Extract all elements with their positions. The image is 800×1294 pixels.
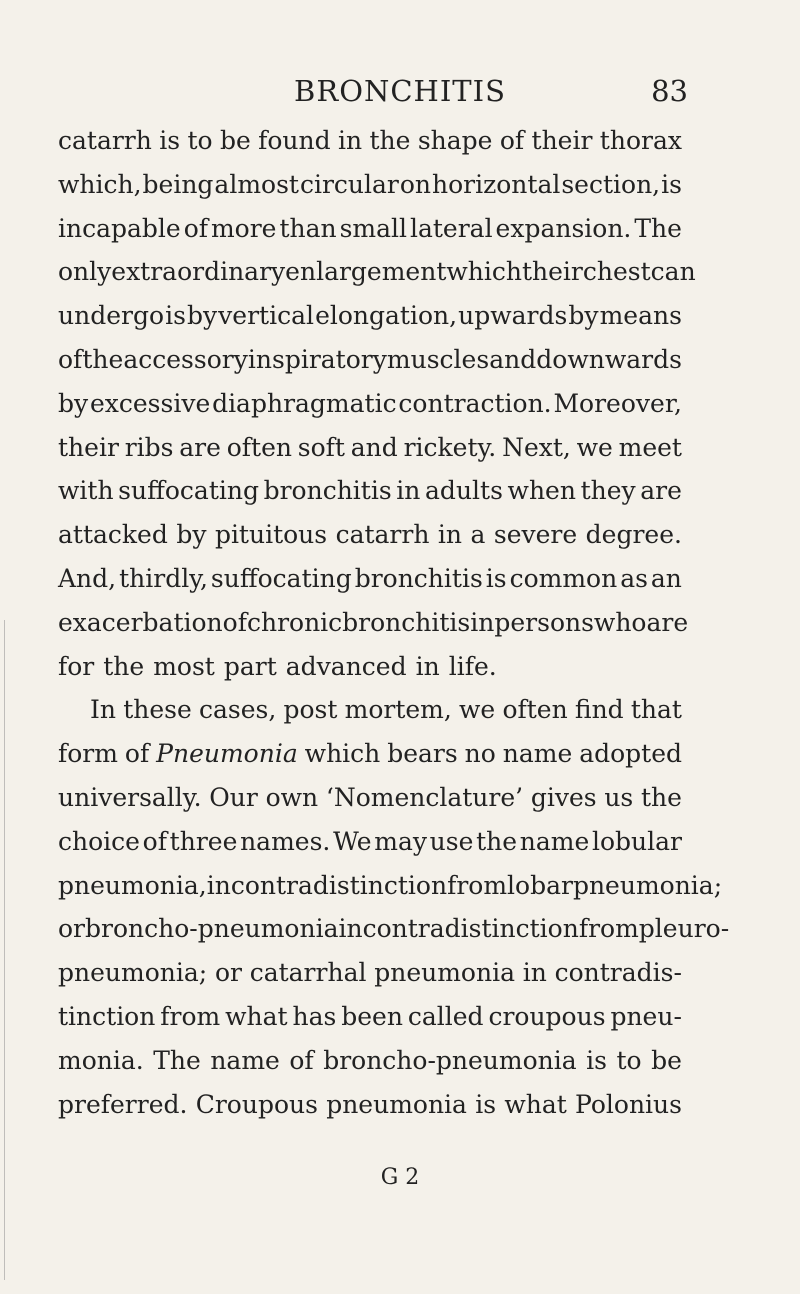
text-line: which, being almost circular on horizontal section, is — [58, 169, 682, 199]
text-line: undergo is by vertical elongation, upwards by means — [58, 301, 682, 331]
text-line: universally. Our own ‘Nomenclature’ gives us the — [58, 782, 682, 812]
text-line: incapable of more than small lateral expansion. The — [58, 213, 682, 243]
text-line: with suffocating bronchitis in adults when they are — [58, 476, 682, 506]
text-line: of the accessory inspiratory muscles and downwards — [58, 344, 682, 374]
text-line: attacked by pituitous catarrh in a severe degree. — [58, 520, 682, 550]
text-line: by excessive diaphragmatic contraction. Moreover, — [58, 388, 682, 418]
text-line: tinction from what has been called croupous pneu- — [58, 1001, 682, 1031]
text-line: only extraordinary enlargement which their chest can — [58, 257, 696, 287]
text-line: preferred. Croupous pneumonia is what Polonius — [58, 1089, 682, 1119]
text-line: their ribs are often soft and rickety. Next, we meet — [58, 432, 682, 462]
text-line: or broncho-pneumonia in contradistinction from pleuro- — [58, 914, 730, 944]
text-line: choice of three names. We may use the name lobular — [58, 826, 682, 856]
page-header — [0, 74, 800, 114]
text-line: In these cases, post mortem, we often find that — [90, 695, 682, 725]
text-line: catarrh is to be found in the shape of their thorax — [58, 126, 682, 155]
text-line: pneumonia, in contradistinction from lobar pneumonia; — [58, 870, 723, 900]
signature-mark: G 2 — [380, 1165, 420, 1190]
text-line: And, thirdly, suffocating bronchitis is common as an — [58, 563, 682, 593]
margin-rule — [4, 620, 5, 1280]
text-line: pneumonia; or catarrhal pneumonia in contradis- — [58, 958, 682, 988]
text-line: exacerbation of chronic bronchitis in persons who are — [58, 607, 689, 637]
text-line: for the most part advanced in life. — [58, 651, 497, 681]
body-text — [58, 119, 730, 1126]
text-line: monia. The name of broncho-pneumonia is to be — [58, 1045, 682, 1075]
running-head: BRONCHITIS — [294, 74, 506, 108]
page-number: 83 — [651, 74, 688, 108]
text-line: form of Pneumonia which bears no name adopted — [58, 739, 682, 769]
